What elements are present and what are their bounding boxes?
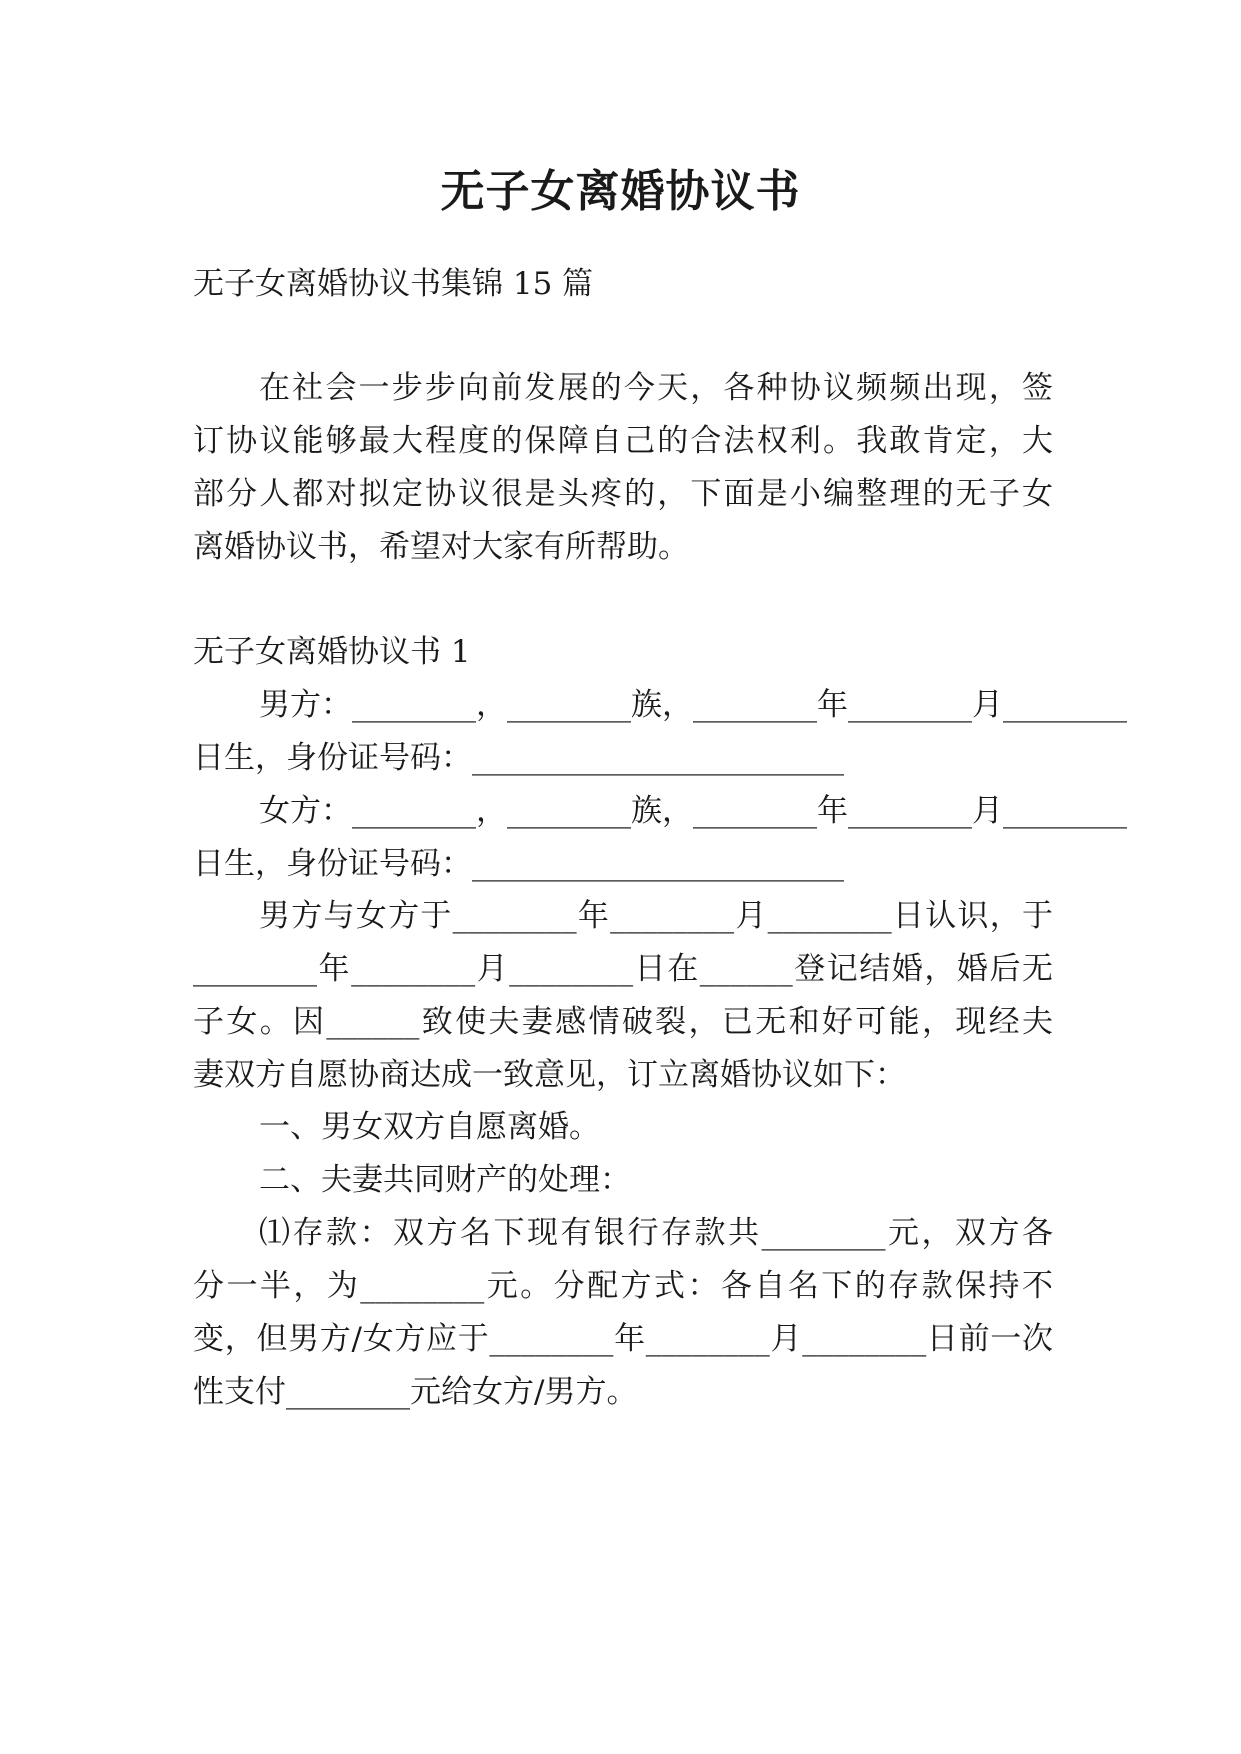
- intro-line: 离婚协议书，希望对大家有所帮助。: [193, 529, 689, 565]
- subtitle: 无子女离婚协议书集锦 15 篇: [193, 266, 594, 302]
- clause-item: 二、夫妻共同财产的处理：: [259, 1162, 631, 1198]
- body-line: 分一半，为________元。分配方式：各自名下的存款保持不: [193, 1268, 1053, 1304]
- document-title: 无子女离婚协议书: [440, 166, 801, 217]
- body-line: 性支付________元给女方/男方。: [193, 1374, 638, 1410]
- body-line: ________年________月________日在______登记结婚，婚后无: [193, 951, 1053, 987]
- body-line: 男方：________，________族，________年________月________: [259, 687, 1127, 723]
- body-line: 女方：________，________族，________年________月________: [259, 793, 1127, 829]
- section-heading: 无子女离婚协议书 1: [193, 634, 471, 670]
- body-line: 男方与女方于________年________月________日认识，于: [259, 898, 1053, 934]
- body-line: ⑴存款：双方名下现有银行存款共________元，双方各: [259, 1215, 1053, 1251]
- clause-item: 一、男女双方自愿离婚。: [259, 1109, 600, 1145]
- body-line: 子女。因______致使夫妻感情破裂，已无和好可能，现经夫: [193, 1004, 1053, 1040]
- body-line: 日生，身份证号码：________________________: [193, 740, 844, 776]
- intro-line: 订协议能够最大程度的保障自己的合法权利。我敢肯定，大: [193, 423, 1053, 459]
- body-line: 变，但男方/女方应于________年________月________日前一次: [193, 1321, 1053, 1357]
- intro-line: 部分人都对拟定协议很是头疼的，下面是小编整理的无子女: [193, 476, 1053, 512]
- body-line: 日生，身份证号码：________________________: [193, 846, 844, 882]
- intro-line: 在社会一步步向前发展的今天，各种协议频频出现，签: [259, 370, 1053, 406]
- body-line: 妻双方自愿协商达成一致意见，订立离婚协议如下：: [193, 1057, 906, 1093]
